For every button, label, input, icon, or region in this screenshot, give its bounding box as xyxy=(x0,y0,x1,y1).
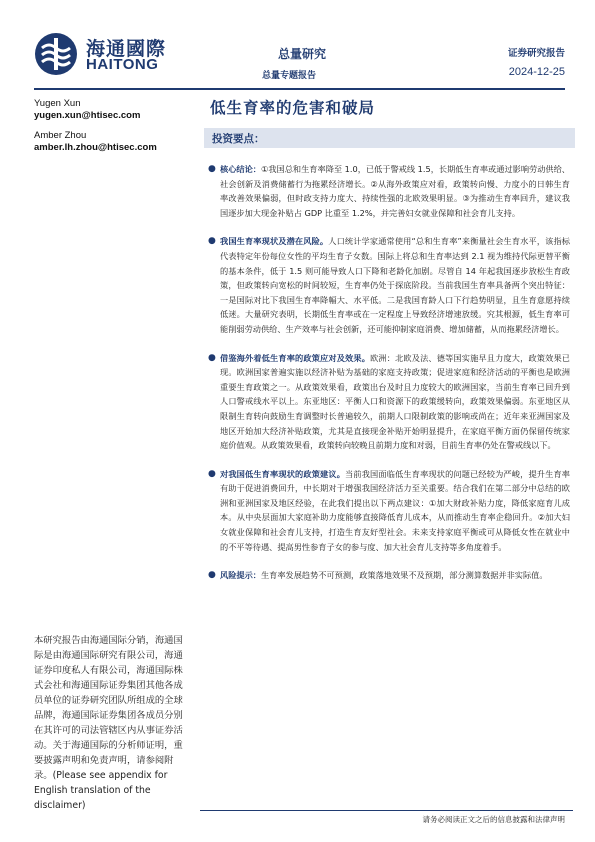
key-point xyxy=(208,162,570,220)
bullet-icon: ● xyxy=(208,468,216,479)
key-point-lead: 风险提示： xyxy=(220,570,261,581)
logo-en-text: HAITONG xyxy=(86,56,159,73)
key-point xyxy=(208,467,570,555)
key-point-lead: 我国生育率现状及潜在风险。 xyxy=(220,236,329,247)
report-date: 2024-12-25 xyxy=(508,66,565,78)
key-point-text: 人口统计学家通常使用“总和生育率”来衡量社会生育水平，该指标代表特定年份每位女性的平均生育子女数。国际上将总和生育率达到 2.1 视为维持代际更替平衡的基本条件，低于 1.5 则可能导致人口下降和老龄化加剧。尽管自 14 年起我国逐步放松生育政策，但政策转向宽松的时间较短，生育率仍处于探底阶段。当前我国生育率具备两个突出特征：一是国际对比下我国生育率降幅大、水平低。二是我国育龄人口下行趋势明显，且生育意愿持续低迷。大量研究表明，长期低生育率或在一定程度上导致经济增速放缓。究其根源，低生育率可能削弱劳动供给、生产效率与社会创新，还可能抑制家庭消费、增加储蓄，从而拖累经济增长。 xyxy=(220,236,570,334)
key-point-text: 当前我国面临低生育率现状的问题已经较为严峻，提升生育率有助于促进消费回升，中长期对于增强我国经济活力至关重要。结合我们在第二部分中总结的欧洲和亚洲国家及地区经验，在此我们提出以下两点建议：①加大财政补贴力度，降低家庭育儿成本。从中央层面加大家庭补助力度能够直接降低育儿成本，从而推动生育率企稳回升。②加大妇女就业保障和社会育儿支持，打造生育友好型社会。未来支持家庭平衡或可从降低女性在就业中的不平等待遇、提高男性参育子女的参与度、加大社会育儿支持等多角度着手。 xyxy=(220,468,570,552)
author-name: Amber Zhou xyxy=(34,130,87,141)
distribution-disclaimer: 本研究报告由海通国际分销，海通国际是由海通国际研究有限公司，海通证券印度私人有限公司，海通国际株式会社和海通国际证券集团其他各成员单位的证券研究团队所组成的全球品牌，海通国际证券集团各成员分别在其许可的司法管辖区内从事证券活动。关于海通国际的分析师证明，重要披露声明和免责声明，请参阅附录。(Please see appendix for English translation of the disclaimer) xyxy=(34,635,183,811)
key-point-text: ①我国总和生育率降至 1.0，已低于警戒线 1.5，长期低生育率或通过影响劳动供给、社会创新及消费储蓄行为拖累经济增长。②从海外政策应对看，政策转向慢、力度小的日韩生育率改善效果偏弱，但时政支持力度大、持续性强的北欧效果明显。③为推动生育率回升，建议我国逐步加大现金补贴占 GDP 比重至 1.2%，并完善妇女就业保障和社会育儿支持。 xyxy=(220,164,570,218)
bullet-icon: ● xyxy=(208,236,216,247)
section-heading-bar xyxy=(204,128,575,148)
key-point xyxy=(208,568,570,583)
haitong-logo-icon xyxy=(34,32,78,76)
author-block xyxy=(34,130,157,154)
report-subcategory: 总量专题报告 xyxy=(262,71,317,81)
report-category: 总量研究 xyxy=(278,47,327,61)
author-name: Yugen Xun xyxy=(34,98,81,109)
logo-cn-text: 海通國際 xyxy=(86,38,167,60)
haitong-logo xyxy=(34,32,254,76)
header-divider xyxy=(34,88,565,90)
footer-note: 请务必阅读正文之后的信息披露和法律声明 xyxy=(422,815,565,824)
key-point-lead: 对我国低生育率现状的政策建议。 xyxy=(220,468,346,479)
author-email[interactable]: amber.lh.zhou@htisec.com xyxy=(34,142,157,153)
bullet-icon: ● xyxy=(208,570,216,581)
author-block xyxy=(34,98,140,122)
key-point xyxy=(208,351,570,453)
key-points-list xyxy=(208,162,570,597)
report-type: 证券研究报告 xyxy=(507,48,565,59)
author-email[interactable]: yugen.xun@htisec.com xyxy=(34,110,141,121)
key-point-lead: 借鉴海外着低生育率的政策应对及效果。 xyxy=(220,352,371,363)
footer-divider xyxy=(200,810,573,811)
bullet-icon: ● xyxy=(208,352,216,363)
key-point-text: 生育率发展趋势不可预测，政策落地效果不及预期，部分测算数据并非实际值。 xyxy=(260,570,548,581)
section-heading: 投资要点： xyxy=(212,133,265,145)
report-title: 低生育率的危害和破局 xyxy=(210,98,376,117)
bullet-icon: ● xyxy=(208,164,216,174)
key-point-lead: 核心结论： xyxy=(220,164,261,174)
key-point xyxy=(208,234,570,336)
key-point-text: 欧洲：北欧及法、德等国实施早且力度大，政策效果已现。欧洲国家普遍实施以经济补贴为基础的家庭支持政策；促进家庭和经济活动的平衡也是欧洲重要生育政策之一。从政策效果看，政策出台及时且力度较大的欧洲国家，当前生育率已回升到人口警戒线水平以上。东亚地区：平衡人口和资源下的政策缓转向，政策效果偏弱。东亚地区从限制生育转向鼓励生育调整时长普遍较久，前期人口限制政策的影响或尚在；近年来亚洲国家及地区开始加大经济补贴政策，尤其是直接现金补贴开始明显提升，在家庭平衡方面仍保留传统家庭价值观。从政策效果看，政策转向较晚且前期力度和对弱，目前生育率仍处在警戒线以下。 xyxy=(220,352,570,451)
